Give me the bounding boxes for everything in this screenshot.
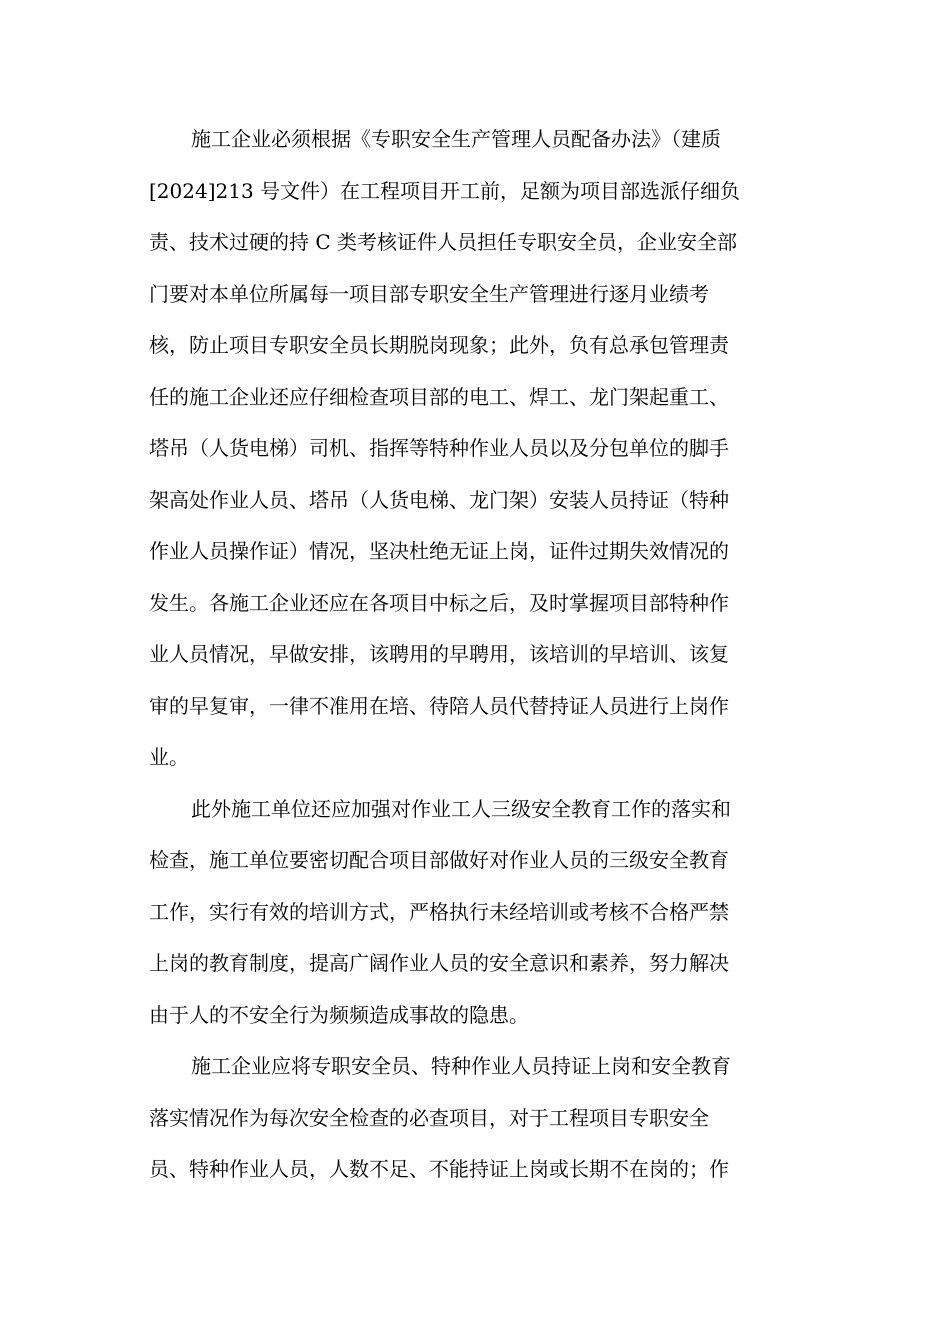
paragraph-line: 发生。各施工企业还应在各项目中标之后，及时掌握项目部特种作 xyxy=(149,590,729,615)
paragraph-2 xyxy=(149,784,799,1042)
paragraph-3 xyxy=(149,1041,799,1196)
paragraph-line: 施工企业必须根据《专职安全生产管理人员配备办法》（建质 xyxy=(191,127,721,151)
paragraph-line: 员、特种作业人员，人数不足、不能持证上岗或长期不在岗的；作 xyxy=(149,1157,729,1181)
paragraph-line: 由于人的不安全行为频频造成事故的隐患。 xyxy=(149,1002,529,1027)
paragraph-line: 架高处作业人员、塔吊（人货电梯、龙门架）安装人员持证（特种 xyxy=(149,487,729,512)
paragraph-line: 作业人员操作证）情况，坚决杜绝无证上岗，证件过期失效情况的 xyxy=(149,539,729,563)
paragraph-line: 塔吊（人货电梯）司机、指挥等特种作业人员以及分包单位的脚手 xyxy=(149,436,729,460)
paragraph-line: 任的施工企业还应仔细检查项目部的电工、焊工、龙门架起重工、 xyxy=(149,384,729,409)
paragraph-line: 业。 xyxy=(149,745,189,769)
paragraph-line: 上岗的教育制度，提高广阔作业人员的安全意识和素养，努力解决 xyxy=(149,951,729,975)
paragraph-line: 门要对本单位所属每一项目部专职安全生产管理进行逐月业绩考 xyxy=(149,281,709,306)
document-body xyxy=(149,114,799,1196)
paragraph-line: 此外施工单位还应加强对作业工人三级安全教育工作的落实和 xyxy=(191,796,731,821)
paragraph-line: 落实情况作为每次安全检查的必查项目，对于工程项目专职安全 xyxy=(149,1105,709,1130)
paragraph-line: 责、技术过硬的持 C 类考核证件人员担任专职安全员，企业安全部 xyxy=(149,230,738,254)
paragraph-line: 工作，实行有效的培训方式，严格执行未经培训或考核不合格严禁 xyxy=(149,899,729,924)
paragraph-line: 审的早复审，一律不准用在培、待陪人员代替持证人员进行上岗作 xyxy=(149,693,729,718)
paragraph-line: 业人员情况，早做安排，该聘用的早聘用，该培训的早培训、该复 xyxy=(149,642,729,666)
paragraph-line: 检查，施工单位要密切配合项目部做好对作业人员的三级安全教育 xyxy=(149,848,729,872)
paragraph-line: 核，防止项目专职安全员长期脱岗现象；此外，负有总承包管理责 xyxy=(149,333,729,357)
paragraph-1 xyxy=(149,114,799,784)
paragraph-line: 施工企业应将专职安全员、特种作业人员持证上岗和安全教育 xyxy=(191,1054,731,1078)
paragraph-line: [2024]213 号文件）在工程项目开工前，足额为项目部选派仔细负 xyxy=(149,178,741,203)
